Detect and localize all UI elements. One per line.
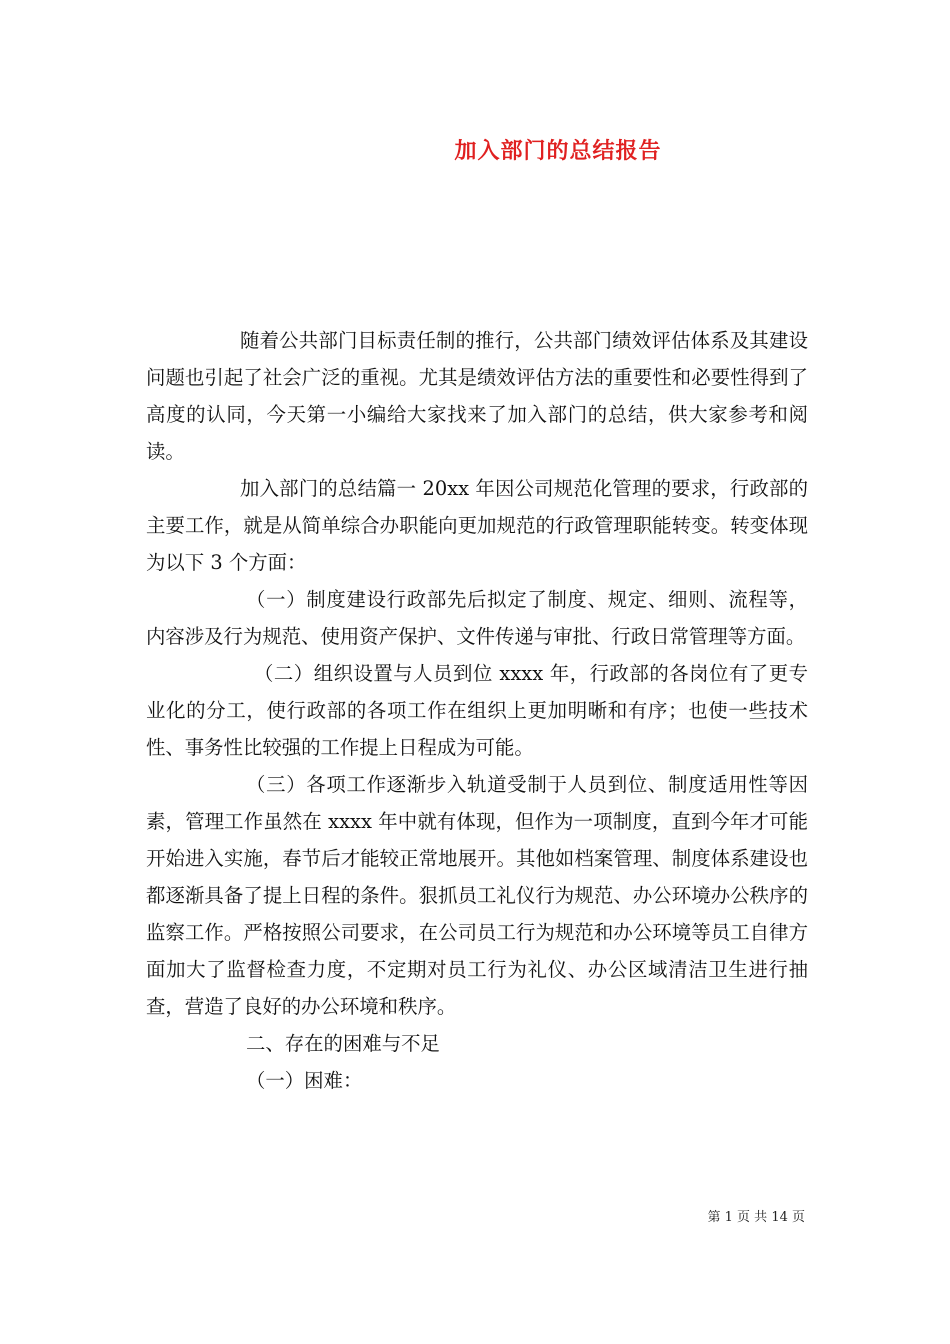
item-two-paragraph: （二）组织设置与人员到位 xxxx 年，行政部的各岗位有了更专业化的分工，使行政部的各项工作在组织上更加明晰和有序；也使一些技术性、事务性比较强的工作提上日程成为可能。: [146, 662, 808, 759]
difficulty-heading: （一）困难：: [246, 1069, 363, 1092]
section-one-paragraph: 加入部门的总结篇一 20xx 年因公司规范化管理的要求，行政部的主要工作，就是从简单综合办职能向更加规范的行政管理职能转变。转变体现为以下 3 个方面：: [146, 477, 808, 574]
page-number-footer: 第 1 页 共 14 页: [707, 1210, 805, 1225]
section-two-heading: 二、存在的困难与不足: [246, 1032, 440, 1055]
document-body: [146, 322, 808, 1099]
item-one-paragraph: （一）制度建设行政部先后拟定了制度、规定、细则、流程等，内容涉及行为规范、使用资产保护、文件传递与审批、行政日常管理等方面。: [146, 588, 808, 648]
item-three-paragraph: （三）各项工作逐渐步入轨道受制于人员到位、制度适用性等因素，管理工作虽然在 xxxx 年中就有体现，但作为一项制度，直到今年才可能开始进入实施，春节后才能较正常地展开。其他如档案管理、制度体系建设也都逐渐具备了提上日程的条件。狠抓员工礼仪行为规范、办公环境办公秩序的监察工作。严格按照公司要求，在公司员工行为规范和办公环境等员工自律方面加大了监督检查力度，不定期对员工行为礼仪、办公区域清洁卫生进行抽查，营造了良好的办公环境和秩序。: [146, 773, 808, 1018]
document-title: 加入部门的总结报告: [454, 139, 662, 164]
intro-paragraph: 随着公共部门目标责任制的推行，公共部门绩效评估体系及其建设问题也引起了社会广泛的重视。尤其是绩效评估方法的重要性和必要性得到了高度的认同，今天第一小编给大家找来了加入部门的总结，供大家参考和阅读。: [146, 329, 808, 463]
